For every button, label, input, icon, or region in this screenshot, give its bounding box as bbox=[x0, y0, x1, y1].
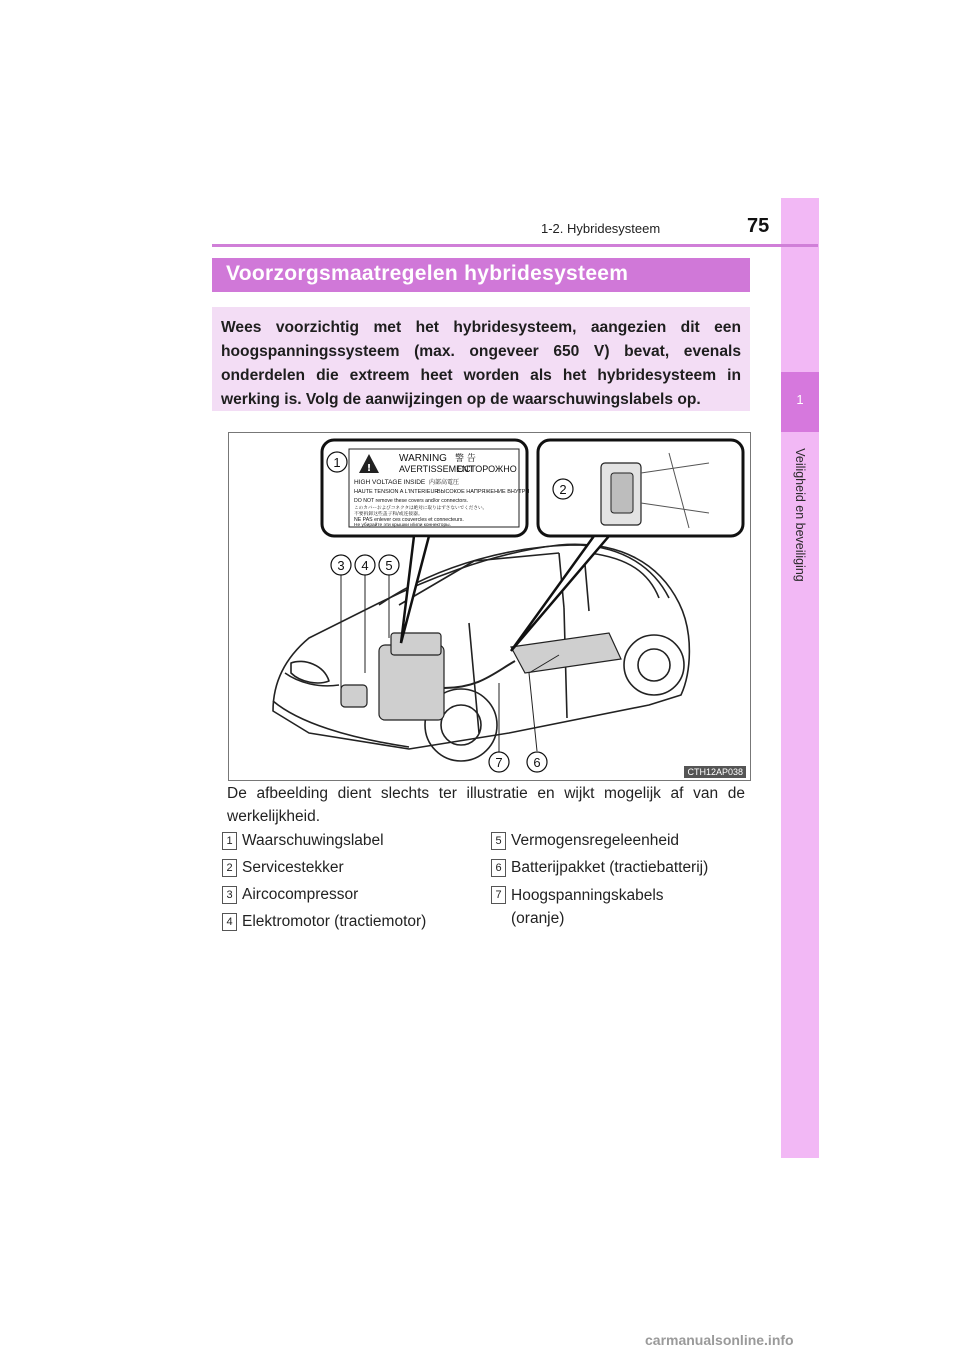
ac-compressor bbox=[341, 685, 367, 707]
page-number: 75 bbox=[747, 215, 770, 237]
label-line-11: 不要拆卸这些盖子和/或连接器。 bbox=[354, 512, 423, 517]
chapter-label: Veiligheid en beveiliging bbox=[793, 448, 807, 582]
car-window-line bbox=[399, 553, 659, 611]
title-bar bbox=[212, 258, 750, 292]
hybrid-system-figure bbox=[228, 432, 751, 781]
car-illustration bbox=[229, 433, 750, 780]
legend-text: Servicestekker bbox=[242, 859, 344, 876]
label-line-9: DO NOT remove these covers and/or connectors. bbox=[354, 498, 469, 504]
callout-5-num: 5 bbox=[385, 558, 393, 573]
callout-3-num: 3 bbox=[337, 558, 345, 573]
rear-wheel-inner bbox=[638, 649, 670, 681]
legend-num: 7 bbox=[491, 886, 506, 904]
intro-box bbox=[212, 307, 750, 411]
figure-code: CTH12AP038 bbox=[684, 766, 746, 778]
legend-text: Hoogspanningskabels (oranje) bbox=[511, 887, 664, 927]
label-line-7: HAUTE TENSION A L'INTERIEUR bbox=[354, 489, 439, 495]
page-title: Voorzorgsmaatregelen hybridesysteem bbox=[226, 262, 629, 285]
callout-7-num: 7 bbox=[495, 755, 503, 770]
intro-text: Wees voorzichtig met het hybridesysteem, aangezien dit een hoogspanningssysteem (max. ongeveer 650 V) bevat, evenals onderdelen die extreem heet worden als het hybridesysteem in werking is. Volg de aanwijzingen op de waarschuwingslabels op. bbox=[221, 319, 741, 408]
car-body-outline bbox=[273, 544, 689, 749]
front-wheel-inner bbox=[441, 705, 481, 745]
label-line-10: このカバーおよびコネクタは絶対に取りはずさないでください。 bbox=[354, 506, 488, 511]
callout-1-num: 1 bbox=[333, 455, 341, 470]
legend-num: 4 bbox=[222, 913, 237, 931]
traction-battery bbox=[511, 633, 621, 673]
watermark: carmanualsonline.info bbox=[645, 1332, 794, 1348]
svg-text:!: ! bbox=[366, 463, 372, 474]
callout-6-num: 6 bbox=[533, 755, 541, 770]
hv-cable bbox=[444, 661, 515, 688]
engine-block bbox=[379, 645, 444, 720]
label-line-1: WARNING bbox=[399, 453, 447, 464]
figure-caption: De afbeelding dient slechts ter illustratie en wijkt mogelijk af van de werkelijkheid. bbox=[227, 785, 745, 825]
label-line-6: 内部高電圧 bbox=[429, 479, 460, 486]
legend-num: 5 bbox=[491, 832, 506, 850]
label-line-3: AVERTISSEMENT bbox=[399, 464, 475, 474]
chapter-side-tab bbox=[781, 198, 819, 1158]
legend-num: 1 bbox=[222, 832, 237, 850]
callout-2-num: 2 bbox=[559, 482, 567, 497]
legend-num: 3 bbox=[222, 886, 237, 904]
legend-num: 2 bbox=[222, 859, 237, 877]
legend-text: Elektromotor (tractiemotor) bbox=[242, 913, 427, 930]
section-title: 1-2. Hybridesysteem bbox=[541, 221, 661, 236]
header-divider bbox=[212, 244, 818, 247]
car-door-line bbox=[469, 608, 567, 733]
label-line-13: Не убирайте эти крышки и/или коннекторы. bbox=[354, 523, 451, 528]
label-line-12: NE PAS enlever ces couvercles et connecteurs. bbox=[354, 517, 464, 523]
label-line-4: ОСТОРОЖНО bbox=[457, 464, 517, 474]
rear-wheel bbox=[624, 635, 684, 695]
pointer-plug bbox=[511, 536, 609, 651]
legend-text: Waarschuwingslabel bbox=[242, 832, 384, 849]
legend-num: 6 bbox=[491, 859, 506, 877]
label-line-2: 警 告 bbox=[455, 454, 476, 464]
callout-4-num: 4 bbox=[361, 558, 369, 573]
label-line-5: HIGH VOLTAGE INSIDE bbox=[354, 479, 426, 486]
chapter-number-tab[interactable]: 1 bbox=[781, 372, 819, 432]
label-line-8: ВЫСОКОЕ НАПРЯЖЕНИЕ ВНУТРИ bbox=[437, 489, 530, 495]
legend-text: Aircocompressor bbox=[242, 886, 359, 903]
power-control-unit bbox=[391, 633, 441, 655]
legend-text: Vermogensregeleenheid bbox=[511, 832, 680, 849]
legend-text: Batterijpakket (tractiebatterij) bbox=[511, 859, 709, 876]
